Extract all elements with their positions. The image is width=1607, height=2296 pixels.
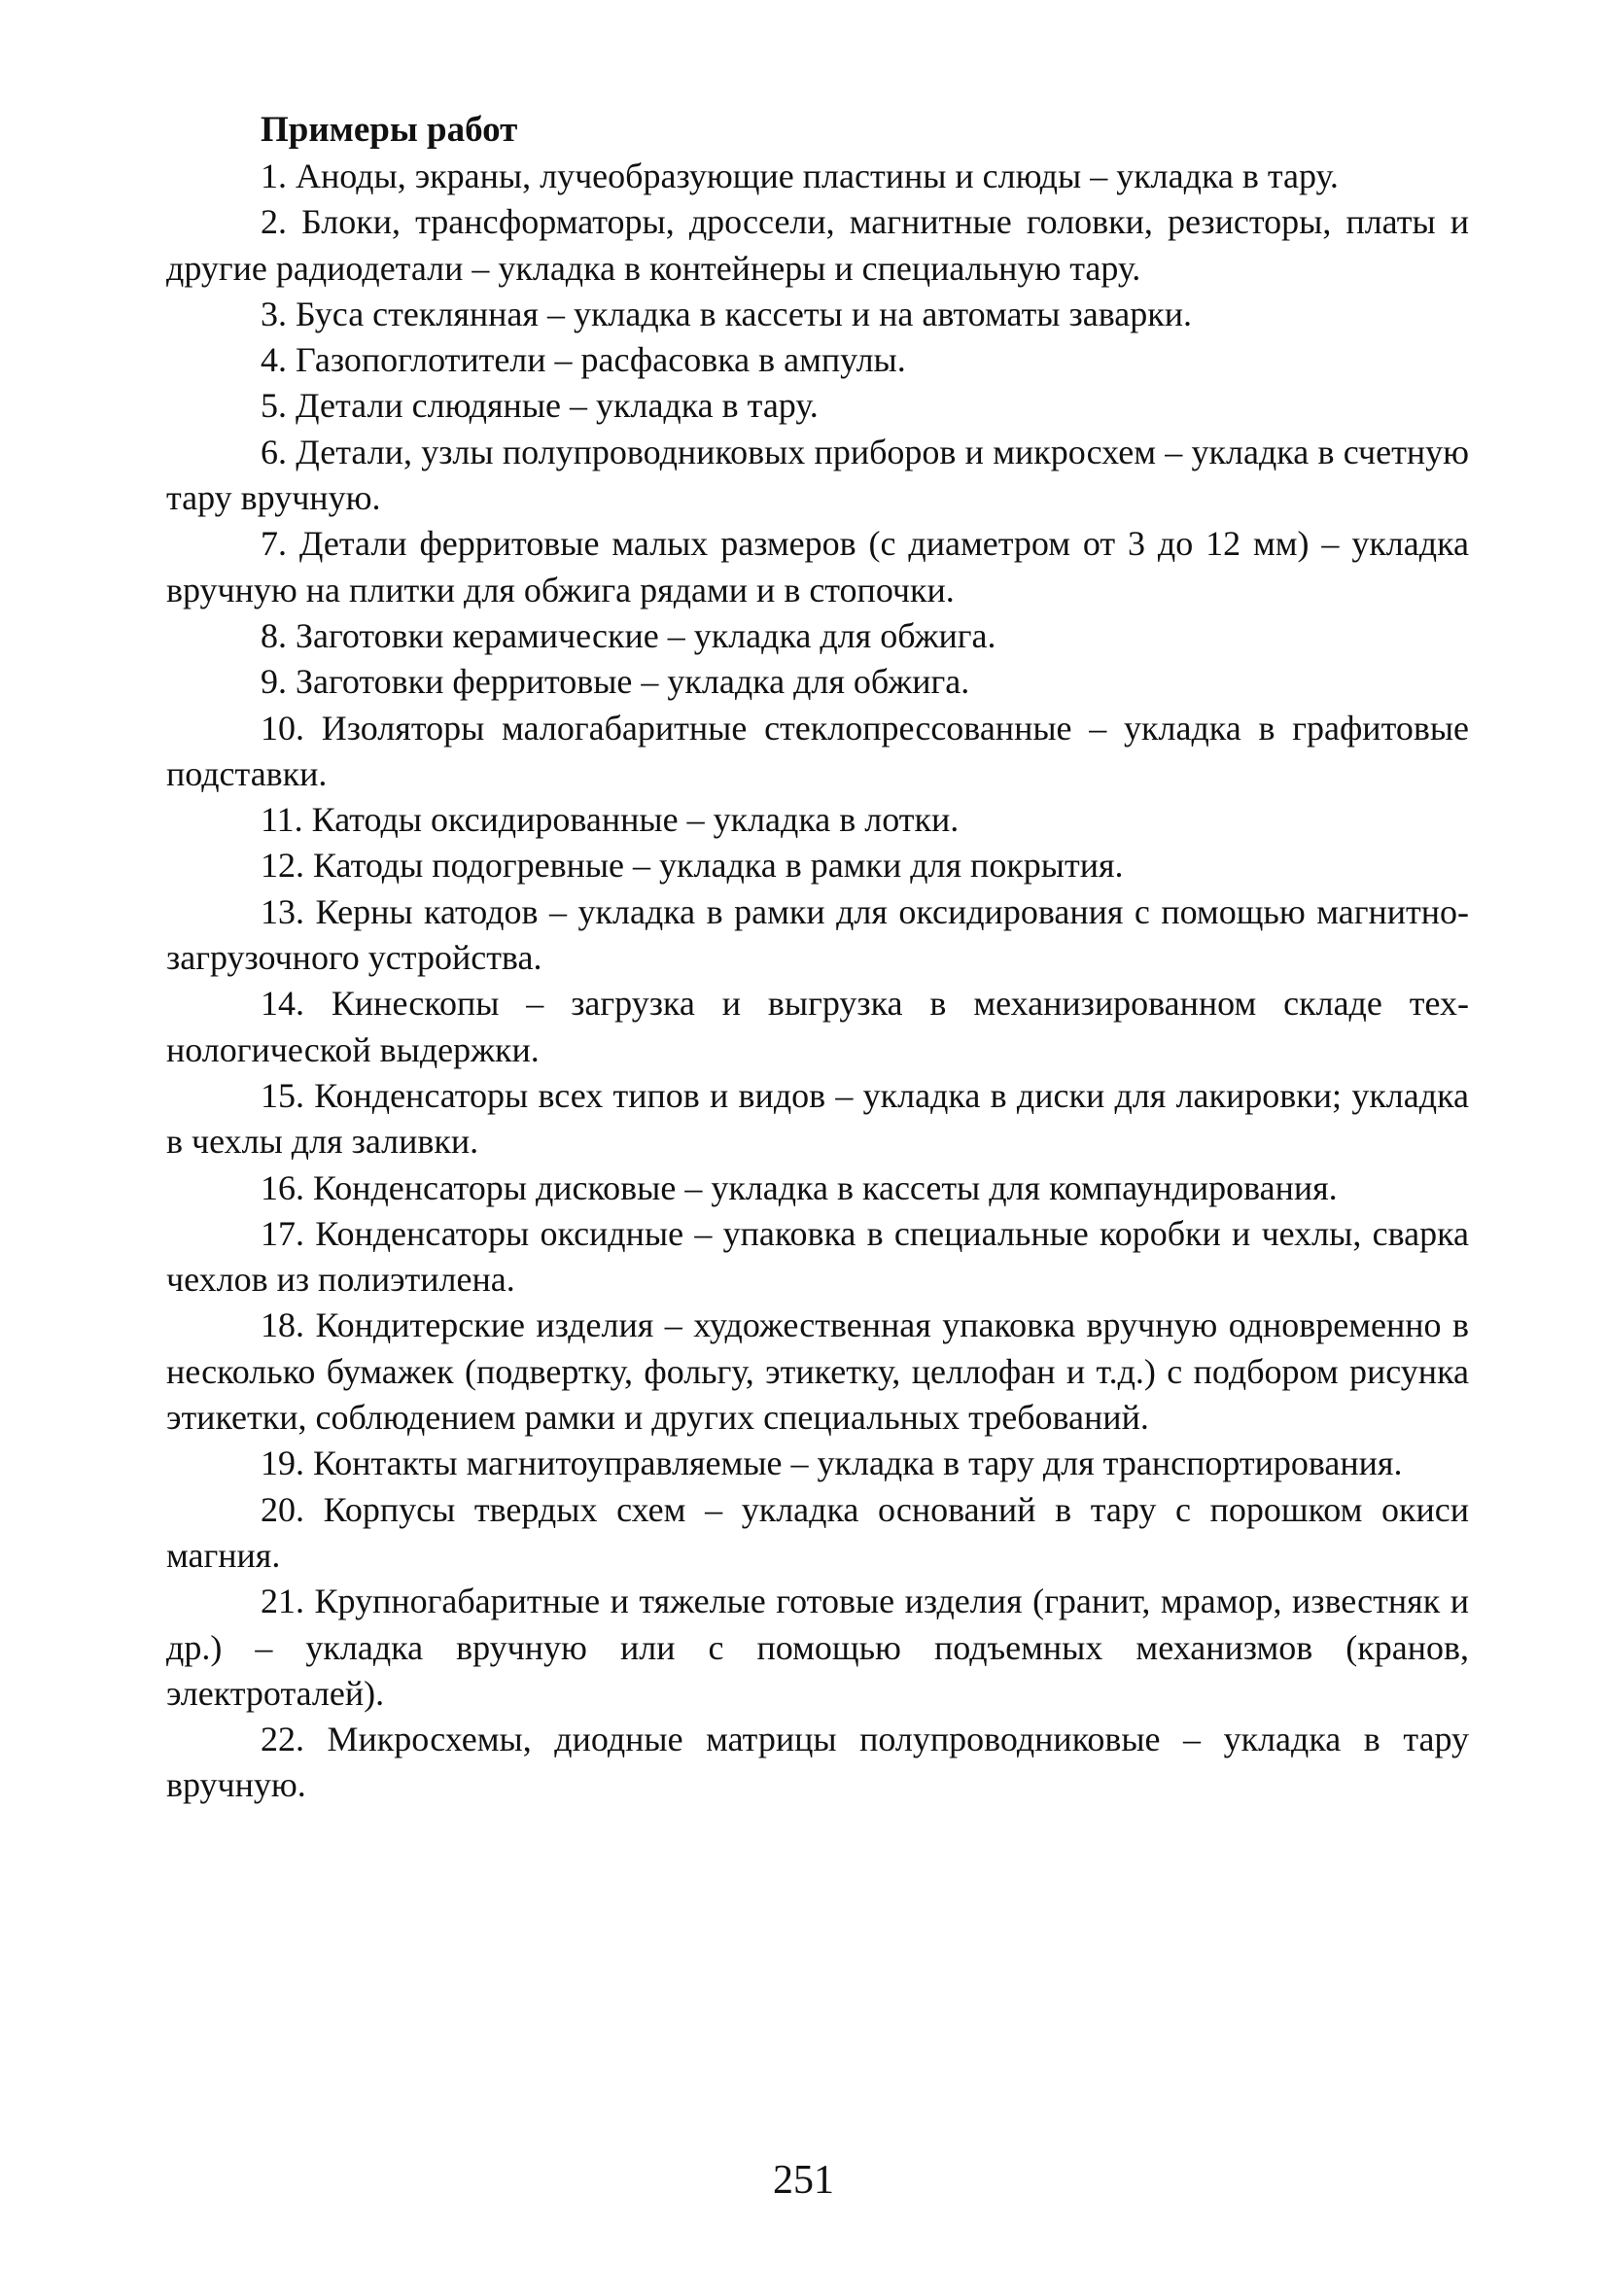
list-item: 2. Блоки, трансформаторы, дроссели, магнитные головки, резисторы, платы и другие радиодетали – укладка в контейнеры и специальную тару. <box>166 202 1469 288</box>
list-item: 17. Конденсаторы оксидные – упаковка в специальные коробки и чехлы, сварка чехлов из полиэтилена. <box>166 1213 1469 1300</box>
list-item: 19. Контакты магнитоуправляемые – укладка в тару для транспортирования. <box>261 1444 1403 1483</box>
list-item: 11. Катоды оксидированные – укладка в лотки. <box>261 800 960 840</box>
list-item: 1. Аноды, экраны, лучеобразующие пластины и слюды – укладка в тару. <box>261 157 1339 195</box>
page-number: 251 <box>773 2158 834 2203</box>
list-item: 16. Конденсаторы дисковые – укладка в кассеты для компаундирования. <box>261 1167 1338 1207</box>
list-item: 13. Керны катодов – укладка в рамки для оксидирования с помощью магнитно-загрузочного устройства. <box>166 891 1469 978</box>
section-heading: Примеры работ <box>261 110 518 150</box>
list-item: 12. Катоды подогревные – укладка в рамки для покрытия. <box>261 846 1124 886</box>
list-item: 3. Буса стеклянная – укладка в кассеты и на автоматы заварки. <box>261 294 1192 333</box>
list-item: 10. Изоляторы малогабаритные стеклопрессованные – укладка в графитовые подставки. <box>166 708 1469 793</box>
list-item: 20. Корпусы твердых схем – укладка оснований в тару с порошком окиси магния. <box>166 1489 1469 1575</box>
list-item: 21. Крупногабаритные и тяжелые готовые изделия (гранит, мрамор, известняк и др.) – укладка вручную или с помощью подъемных механизмов (кранов, электроталей). <box>166 1582 1469 1713</box>
list-item: 6. Детали, узлы полупроводниковых приборов и микросхем – укладка в счетную тару вручную. <box>166 432 1469 518</box>
list-item: 15. Конденсаторы всех типов и видов – укладка в диски для лакировки; укладка в чехлы для заливки. <box>166 1075 1469 1162</box>
list-item: 4. Газопоглотители – расфасовка в ампулы. <box>261 340 906 380</box>
list-item: 9. Заготовки ферритовые – укладка для обжига. <box>261 662 970 702</box>
list-item: 7. Детали ферритовые малых размеров (с диаметром от 3 до 12 мм) – укладка вручную на плитки для обжига рядами и в стопочки. <box>166 524 1469 609</box>
list-item: 5. Детали слюдяные – укладка в тару. <box>261 386 819 426</box>
work-examples-list <box>166 154 1469 1809</box>
list-item: 18. Кондитерские изделия – художественная упаковка вручную одновременно в несколько бумажек (подвертку, фольгу, этикетку, целлофан и т.д.) с подбором рисунка этикетки, соблюдением рамки и других специальных требований. <box>166 1305 1469 1438</box>
page-content <box>166 105 1469 1809</box>
list-item: 22. Микросхемы, диодные матрицы полупроводниковые – укладка в тару вручную. <box>166 1720 1469 1805</box>
list-item: 14. Кинескопы – загрузка и выгрузка в механизированном складе технологической выдержки. <box>166 984 1469 1069</box>
list-item: 8. Заготовки керамические – укладка для обжига. <box>261 615 996 655</box>
